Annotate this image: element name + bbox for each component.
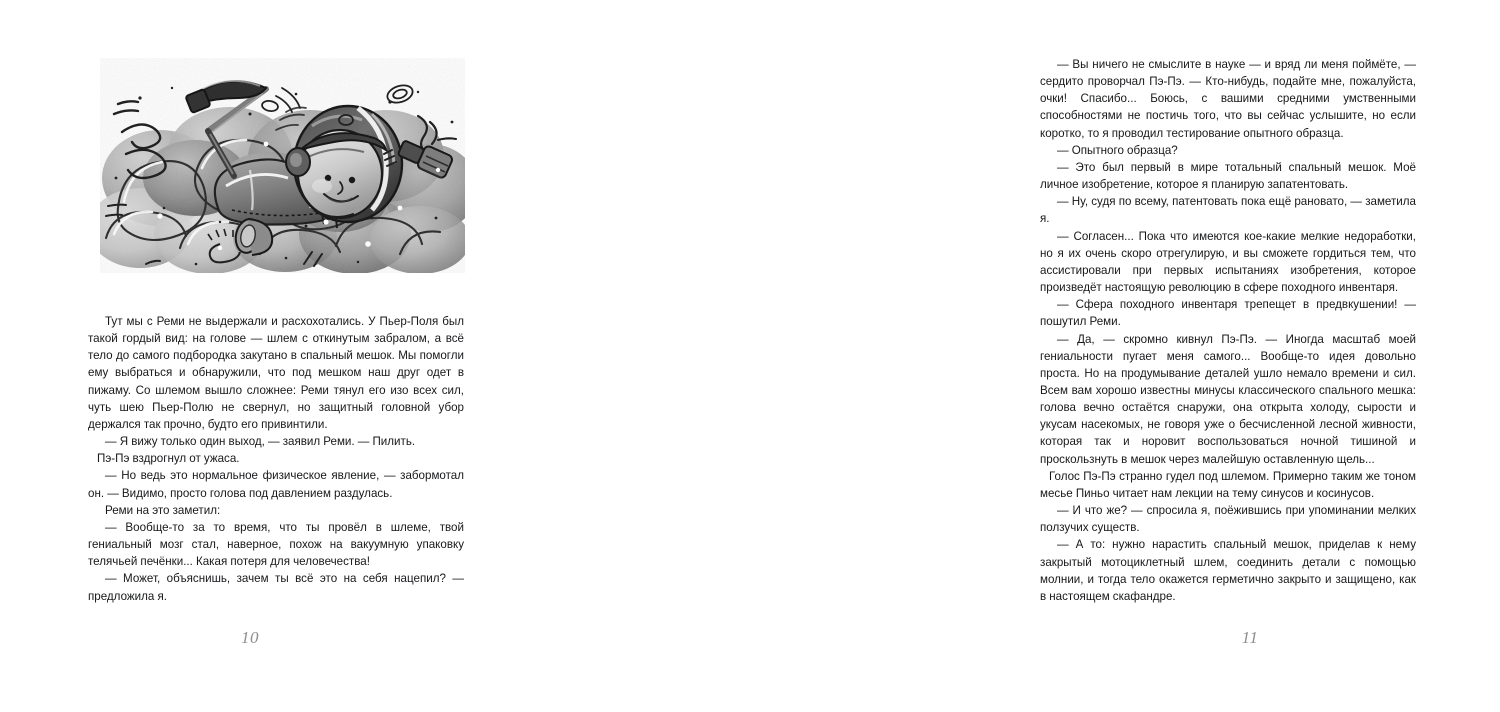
paragraph: — Я вижу только один выход, — заявил Реми. — Пилить. xyxy=(105,435,416,449)
chapter-illustration xyxy=(100,58,465,273)
paragraph: — Сфера походного инвентаря трепещет в предвкушении! — пошутил Реми. xyxy=(1040,298,1416,329)
paragraph: — Вообще-то за то время, что ты провёл в шлеме, твой гениальный мозг стал, наверное, похож на вакуумную упаковку телячьей печёнки... Какая потеря для человечества! xyxy=(88,520,464,569)
paragraph: — Вы ничего не смыслите в науке — и вряд ли меня поймёте, — сердито проворчал Пэ-Пэ. — Кто-нибудь, подайте мне, пожалуйста, очки! Спасибо... Боюсь, с вашими средними умственными способностями не постичь того, что вы сейчас услышите, но если коротко, то я проводил тестирование опытного образца. xyxy=(1040,58,1416,140)
left-page xyxy=(0,0,500,712)
paragraph: — Это был первый в мире тотальный спальный мешок. Моё личное изобретение, которое я планирую запатентовать. xyxy=(1040,160,1416,192)
page-number-right: 11 xyxy=(1241,628,1259,647)
right-page-body-text xyxy=(1040,56,1416,605)
right-page xyxy=(500,0,1416,712)
left-page-body-text xyxy=(88,313,464,605)
paragraph: Реми на это заметил: xyxy=(105,503,221,517)
paragraph: Пэ-Пэ вздрогнул от ужаса. xyxy=(97,452,240,466)
paragraph: — Может, объяснишь, зачем ты всё это на себя нацепил? — предложила я. xyxy=(88,572,464,603)
paragraph: — Опытного образца? xyxy=(1057,143,1178,157)
paragraph: Тут мы с Реми не выдержали и расхохотались. У Пьер-Поля был такой гордый вид: на голове — шлем с откинутым забралом, а всё тело до самого подбородка закутано в спальный мешок. Мы помогли ему выбраться и обнаружили, что под мешком наш друг одет в пижаму. Со шлемом вышло сложнее: Реми тянул его изо всех сил, чуть шею Пьер-Полю не свернул, но защитный головной убор держался так прочно, будто его привинтили. xyxy=(88,315,464,431)
paragraph: Голос Пэ-Пэ странно гудел под шлемом. Примерно таким же тоном месье Пиньо читает нам лекции на тему синусов и косинусов. xyxy=(1040,469,1416,500)
paragraph: — Да, — скромно кивнул Пэ-Пэ. — Иногда масштаб моей гениальности пугает меня самого... Вообще-то идея довольно проста. Но на продумывание деталей ушло немало времени и сил. Всем вам хорошо известны минусы классического спального мешка: голова вечно остаётся снаружи, она открыта холоду, сырости и укусам насекомых, не говоря уже о бесчисленной лесной живности, которая так и норовит воспользоваться ночной тишиной и проскользнуть в мешок через малейшую оставленную щель... xyxy=(1040,332,1416,466)
paragraph: — И что же? — спросила я, поёжившись при упоминании мелких ползучих существ. xyxy=(1040,504,1416,535)
paragraph: — Согласен... Пока что имеются кое-какие мелкие недоработки, но я их очень скоро отрегулирую, и вы сможете гордиться тем, что ассистировали при первых испытаниях изобретения, которое произведёт настоящую революцию в сфере походного инвентаря. xyxy=(1040,229,1416,295)
page-number-left: 10 xyxy=(241,628,259,647)
illustration-svg xyxy=(100,58,465,273)
paragraph: — А то: нужно нарастить спальный мешок, приделав к нему закрытый мотоциклетный шлем, соединить детали с помощью молнии, и тогда тело окажется герметично закрыто и защищено, как в настоящем скафандре. xyxy=(1040,538,1416,603)
paragraph: — Но ведь это нормальное физическое явление, — забормотал он. — Видимо, просто голова под давлением раздулась. xyxy=(88,469,464,500)
paragraph: — Ну, судя по всему, патентовать пока ещё рановато, — заметила я. xyxy=(1040,195,1416,226)
